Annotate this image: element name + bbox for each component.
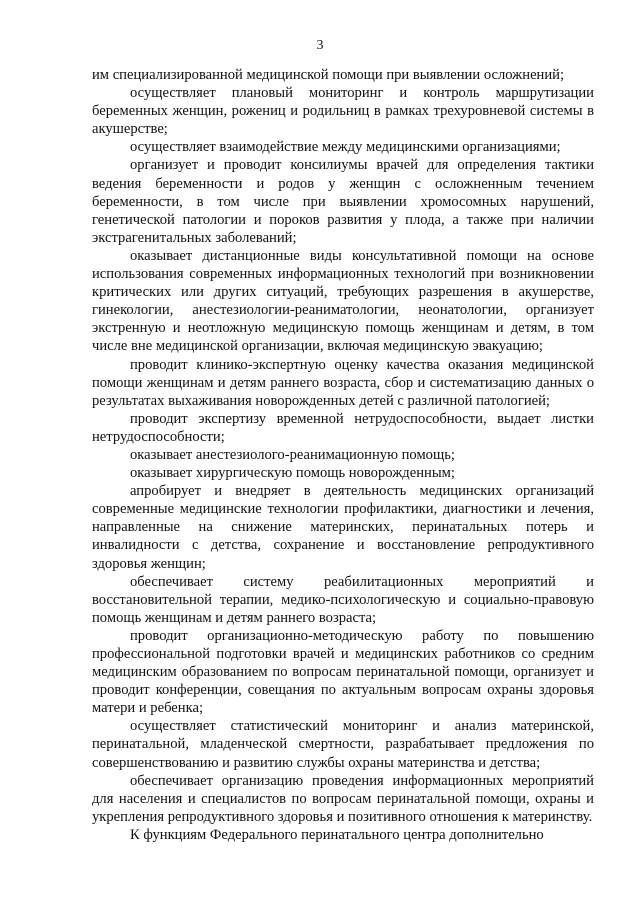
document-body [92,66,594,844]
paragraph: проводит экспертизу временной нетрудоспособности, выдает листки нетрудоспособности; [92,410,594,445]
paragraph: оказывает анестезиолого-реанимационную помощь; [130,446,455,463]
page-number: 3 [316,38,324,53]
paragraph: К функциям Федерального перинатального центра дополнительно [130,826,544,843]
paragraph: апробирует и внедряет в деятельность медицинских организаций современные медицинские технологии профилактики, диагностики и лечения, направленные на снижение материнских, перинатальных потерь и инвалидности с детства, сохранение и восстановление репродуктивного здоровья женщин; [92,483,594,572]
paragraph: осуществляет плановый мониторинг и контроль маршрутизации беременных женщин, рожениц и родильниц в рамках трехуровневой системы в акушерстве; [92,85,594,138]
paragraph: оказывает дистанционные виды консультативной помощи на основе использования современных информационных технологий при возникновении критических или других ситуаций, требующих разрешения в акушерстве, гинекологии, анестезиологии-реаниматологии, неонатологии, организует экстренную и неотложную медицинскую помощь женщинам и детям, в том числе вне медицинской организации, включая медицинскую эвакуацию; [92,247,594,355]
paragraph: оказывает хирургическую помощь новорожденным; [130,465,455,482]
paragraph: осуществляет статистический мониторинг и анализ материнской, перинатальной, младенческой смертности, разрабатывает предложения по совершенствованию и развитию службы охраны материнства и детства; [92,718,594,771]
paragraph: осуществляет взаимодействие между медицинскими организациями; [130,139,561,156]
paragraph: организует и проводит консилиумы врачей для определения тактики ведения беременности и родов у женщин с осложненным течением беременности, в том числе при выявлении хромосомных нарушений, генетической патологии и пороков развития у плода, а также при наличии экстрагенитальных заболеваний; [92,157,594,246]
paragraph: обеспечивает систему реабилитационных мероприятий и восстановительной терапии, медико-психологическую и социально-правовую помощь женщинам и детям раннего возраста; [92,573,594,626]
paragraph: проводит клинико-экспертную оценку качества оказания медицинской помощи женщинам и детям раннего возраста, сбор и систематизацию данных о результатах выхаживания новорожденных детей с различной патологией; [92,356,594,409]
paragraph: проводит организационно-методическую работу по повышению профессиональной подготовки врачей и медицинских работников со средним медицинским образованием по вопросам перинатальной помощи, организует и проводит конференции, совещания по актуальным вопросам охраны здоровья матери и ребенка; [92,627,594,717]
paragraph: обеспечивает организацию проведения информационных мероприятий для населения и специалистов по вопросам перинатальной помощи, охраны и укрепления репродуктивного здоровья и позитивного отношения к материнству. [92,772,594,825]
paragraph: им специализированной медицинской помощи при выявлении осложнений; [92,67,565,83]
